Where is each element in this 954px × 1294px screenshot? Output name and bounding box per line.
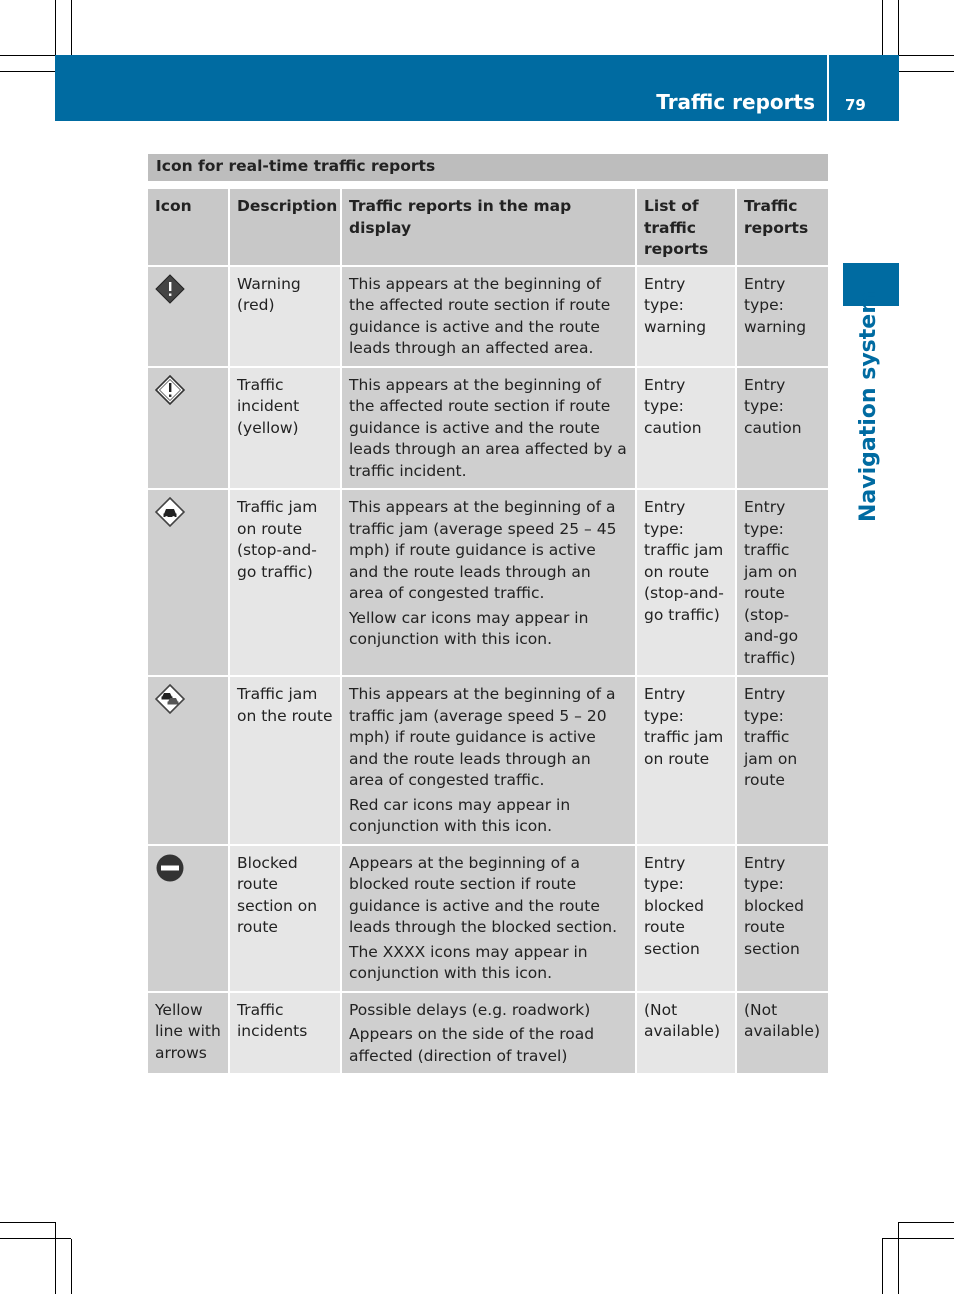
table-row xyxy=(148,846,828,993)
blocked-road-icon xyxy=(155,853,185,883)
list-cell: Entry type: blocked route section xyxy=(637,846,737,993)
icon-cell xyxy=(148,490,230,677)
map-display-text: This appears at the beginning of a traffic jam (average speed 5 – 20 mph) if route guidance is active and the route leads through an area of congested traffic. xyxy=(349,685,616,789)
crop-mark xyxy=(898,1222,899,1294)
reports-cell: Entry type: traffic jam on route xyxy=(737,677,828,846)
table xyxy=(148,189,828,1075)
reports-cell: Entry type: caution xyxy=(737,368,828,491)
map-display-cell xyxy=(342,368,637,491)
description-cell: Traffic jam on route (stop-and-go traffic) xyxy=(230,490,342,677)
list-cell: Entry type: traffic jam on route (stop-and-go traffic) xyxy=(637,490,737,677)
reports-cell: Entry type: blocked route section xyxy=(737,846,828,993)
icon-cell: Yellow line with arrows xyxy=(148,993,230,1076)
crop-mark xyxy=(898,0,899,55)
column-header: Description xyxy=(230,189,342,267)
table-title: Icon for real-time traffic reports xyxy=(148,154,828,181)
map-display-text: The XXXX icons may appear in conjunction with this icon. xyxy=(349,942,588,982)
description-cell: Blocked route section on route xyxy=(230,846,342,993)
crop-mark xyxy=(71,0,72,55)
map-display-cell xyxy=(342,846,637,993)
map-display-cell xyxy=(342,267,637,368)
crop-mark xyxy=(899,55,954,56)
crop-mark xyxy=(71,1239,72,1294)
crop-mark xyxy=(55,0,56,55)
crop-mark xyxy=(882,1238,954,1239)
description-cell: Warning (red) xyxy=(230,267,342,368)
description-cell: Traffic incident (yellow) xyxy=(230,368,342,491)
map-display-text: Appears on the side of the road affected (direction of travel) xyxy=(349,1025,595,1065)
crop-mark xyxy=(899,71,954,72)
map-display-text: This appears at the beginning of the affected route section if route guidance is active and the route leads through an affected area. xyxy=(349,274,611,357)
table-row xyxy=(148,267,828,368)
list-cell: Entry type: warning xyxy=(637,267,737,368)
icon-cell xyxy=(148,368,230,491)
crop-mark xyxy=(0,55,55,56)
table-header-row xyxy=(148,189,828,267)
traffic-jam-cars-icon xyxy=(155,684,185,714)
traffic-incident-icon xyxy=(155,375,185,405)
table-row xyxy=(148,490,828,677)
crop-mark xyxy=(55,1222,56,1294)
map-display-cell xyxy=(342,677,637,846)
reports-cell: (Not available) xyxy=(737,993,828,1076)
column-header: Traffic reports xyxy=(737,189,828,267)
icon-cell xyxy=(148,846,230,993)
map-display-text: Possible delays (e.g. roadwork) xyxy=(349,1000,591,1019)
table-row xyxy=(148,993,828,1076)
map-display-cell xyxy=(342,490,637,677)
map-display-text: This appears at the beginning of a traffic jam (average speed 25 – 45 mph) if route guidance is active and the route leads through an area of congested traffic. xyxy=(349,498,617,602)
column-header: Icon xyxy=(148,189,230,267)
list-cell: Entry type: caution xyxy=(637,368,737,491)
page-number: 79 xyxy=(845,96,866,114)
section-label: Navigation system xyxy=(856,290,881,522)
icon-cell xyxy=(148,267,230,368)
traffic-icons-table xyxy=(148,154,828,1075)
reports-cell: Entry type: warning xyxy=(737,267,828,368)
icon-cell xyxy=(148,677,230,846)
crop-mark xyxy=(0,71,55,72)
header-divider xyxy=(827,55,829,121)
table-row xyxy=(148,677,828,846)
list-cell: (Not available) xyxy=(637,993,737,1076)
table-row xyxy=(148,368,828,491)
warning-diamond-icon xyxy=(155,274,185,304)
crop-mark xyxy=(0,1222,55,1223)
crop-mark xyxy=(899,1222,954,1223)
crop-mark xyxy=(0,1238,71,1239)
map-display-text: This appears at the beginning of the affected route section if route guidance is active and the route leads through an area affected by a traffic incident. xyxy=(349,375,627,480)
crop-mark xyxy=(882,0,883,55)
page-title: Traffic reports xyxy=(656,90,815,114)
map-display-text: Yellow car icons may appear in conjunction with this icon. xyxy=(349,608,589,648)
crop-mark xyxy=(882,1239,883,1294)
map-display-cell xyxy=(342,993,637,1076)
description-cell: Traffic jam on the route xyxy=(230,677,342,846)
list-cell: Entry type: traffic jam on route xyxy=(637,677,737,846)
column-header: Traffic reports in the map display xyxy=(342,189,637,267)
map-display-text: Appears at the beginning of a blocked route section if route guidance is active and the route leads through the blocked section. xyxy=(349,853,618,936)
stop-and-go-car-icon xyxy=(155,497,185,527)
map-display-text: Red car icons may appear in conjunction with this icon. xyxy=(349,795,571,835)
reports-cell: Entry type: traffic jam on route (stop-and-go traffic) xyxy=(737,490,828,677)
column-header: List of traffic reports xyxy=(637,189,737,267)
description-cell: Traffic incidents xyxy=(230,993,342,1076)
